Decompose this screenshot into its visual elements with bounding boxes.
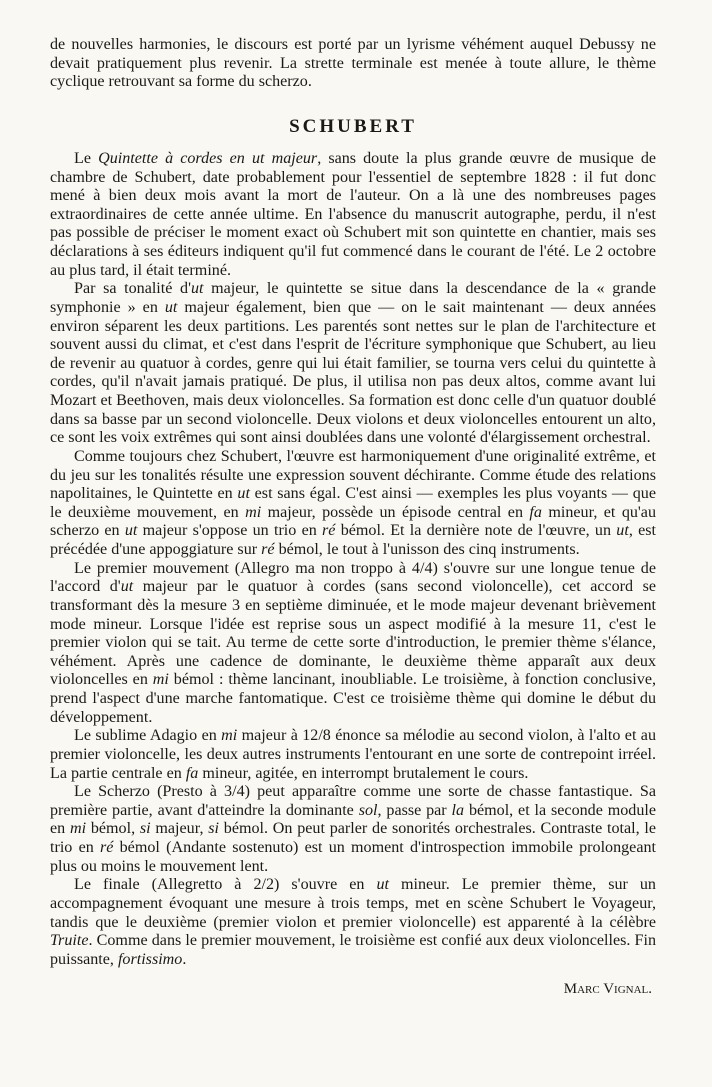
body-paragraph: Le Scherzo (Presto à 3/4) peut apparaître comme une sorte de chasse fantastique. Sa première partie, avant d'atteindre la dominante sol, passe par la bémol, et la seconde module en mi bémol, si majeur, si bémol. On peut parler de sonorités orchestrales. Contraste total, le trio en ré bémol (Andante sostenuto) est un moment d'introspection immobile prolongeant plus ou moins le mouvement lent. <box>50 783 657 875</box>
body-paragraph: Le finale (Allegretto à 2/2) s'ouvre en ut mineur. Le premier thème, sur un accompagnement évoquant une mesure à trois temps, met en scène Schubert le Voyageur, tandis que le deuxième (premier violon et premier violoncelle) est apparenté à la célèbre Truite. Comme dans le premier mouvement, le troisième est confié aux deux violoncelles. Fin puissante, fortissimo. <box>50 876 656 968</box>
document-page <box>50 36 656 998</box>
opening-paragraph: de nouvelles harmonies, le discours est porté par un lyrisme véhément auquel Debussy ne devait pratiquement plus revenir. La strette terminale est menée à toute allure, le thème cyclique retrouvant sa forme du scherzo. <box>50 36 656 91</box>
section-heading: SCHUBERT <box>289 115 417 137</box>
body-paragraph: Le sublime Adagio en mi majeur à 12/8 énonce sa mélodie au second violon, à l'alto et au premier violoncelle, les deux autres instruments l'entourant en une sorte de contrepoint irréel. La partie centrale en fa mineur, agitée, en interrompt brutalement le cours. <box>50 727 656 782</box>
body-paragraph: Le Quintette à cordes en ut majeur, sans doute la plus grande œuvre de musique de chambre de Schubert, date probablement pour l'essentiel de septembre 1828 : il fut donc mené à bien deux mois avant la mort de l'auteur. On a là une des nombreuses pages extraordinaires de cette année ultime. En l'absence du manuscrit autographe, perdu, il n'est pas possible de préciser le moment exact où Schubert mit son quintette en chantier, mais ses déclarations à ses éditeurs indiquent qu'il fut commencé dans le courant de l'été. Le 2 octobre au plus tard, il était terminé. <box>50 149 657 279</box>
body-paragraph: Comme toujours chez Schubert, l'œuvre est harmoniquement d'une originalité extrême, et du jeu sur les tonalités résulte une expression souvent déchirante. Comme étude des relations napolitaines, le Quintette en ut est sans égal. C'est ainsi — exemples les plus voyants — que le deuxième mouvement, en mi majeur, possède un épisode central en fa mineur, et qu'au scherzo en ut majeur s'oppose un trio en ré bémol. Et la dernière note de l'œuvre, un ut, est précédée d'une appoggiature sur ré bémol, le tout à l'unisson des cinq instruments. <box>50 447 656 558</box>
body-paragraph: Le premier mouvement (Allegro ma non troppo à 4/4) s'ouvre sur une longue tenue de l'accord d'ut majeur par le quatuor à cordes (sans second violoncelle), cet accord se transformant dès la mesure 3 en septième diminuée, et le mode majeur devenant brièvement mode mineur. Lorsque l'idée est reprise sous un aspect modifié à la mesure 11, c'est le premier violon qui se tait. Au terme de cette sorte d'introduction, le premier thème s'élance, véhément. Après une cadence de dominante, le deuxième thème apparaît aux deux violoncelles en mi bémol : thème lancinant, inoubliable. Le troisième, à fonction conclusive, prend l'aspect d'une marche fantomatique. C'est ce troisième thème qui domine le début du développement. <box>50 559 656 726</box>
body-paragraphs <box>50 150 656 970</box>
body-paragraph: Par sa tonalité d'ut majeur, le quintette se situe dans la descendance de la « grande symphonie » en ut majeur également, bien que — on le sait maintenant — deux années environ séparent les deux partitions. Les parentés sont nettes sur le plan de l'architecture et souvent aussi du climat, et c'est dans l'esprit de l'écriture symphonique que Schubert, au lieu de revenir au quatuor à cordes, genre qui lui était familier, se tourna vers celui du quintette à cordes, qu'il n'avait jamais pratiqué. De plus, il utilisa non pas deux altos, comme avant lui Mozart et Beethoven, mais deux violoncelles. Sa formation est donc celle d'un quatuor doublé dans sa basse par un second violoncelle. Deux violons et deux violoncelles entourent un alto, ce sont les voix extrêmes qui sont ainsi doublées dans une volonté d'élargissement orchestral. <box>50 280 656 447</box>
author-signature: Marc Vignal. <box>563 981 652 998</box>
